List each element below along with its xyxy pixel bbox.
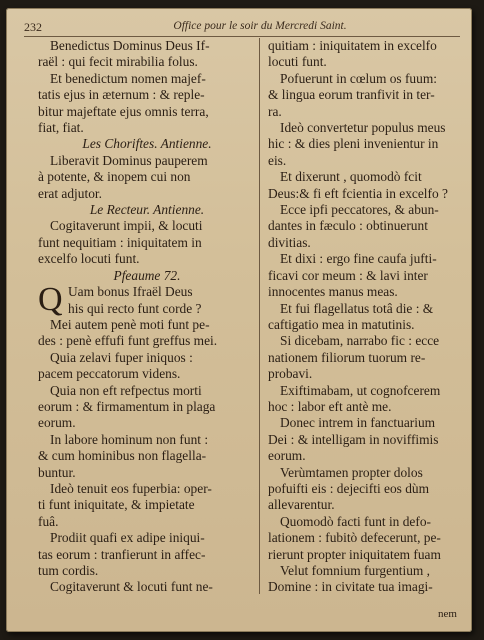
text-line: excelfo locuti funt.: [38, 251, 140, 267]
text-line: Et dixi : ergo fine caufa jufti-: [280, 251, 437, 267]
text-line: Et benedictum nomen majef-: [50, 70, 206, 86]
text-line: eorum : & firmamentum in plaga: [38, 398, 216, 414]
text-line: lationem : fubitò defecerunt, pe-: [268, 530, 441, 546]
rubric-line: Pfeaume 72.: [113, 267, 181, 283]
text-line: ficavi cor meum : & lavi inter: [268, 267, 428, 283]
text-line: Benedictus Dominus Deus If-: [50, 38, 210, 53]
running-title: Office pour le soir du Mercredi Saint.: [173, 20, 347, 32]
left-column: [38, 38, 256, 596]
text-line: eorum.: [38, 415, 76, 431]
text-line: Mei autem penè moti funt pe-: [50, 316, 210, 332]
text-line: hoc : labor eft antè me.: [268, 398, 392, 414]
text-line: Ideò convertetur populus meus: [280, 120, 446, 136]
text-line: Ecce ipfi peccatores, & abun-: [280, 202, 439, 218]
column-divider: [259, 38, 260, 594]
text-line: pacem peccatorum videns.: [38, 366, 181, 382]
text-line: allevarentur.: [268, 497, 335, 513]
text-line: In labore hominum non funt :: [50, 431, 209, 447]
text-line: caftigatio mea in matutinis.: [268, 316, 415, 332]
text-line: fuâ.: [38, 513, 59, 529]
text-line: Prodiit quafi ex adipe iniqui-: [50, 530, 205, 546]
text-line: his qui recto funt corde ?: [68, 300, 202, 316]
text-line: Liberavit Dominus pauperem: [50, 152, 208, 168]
text-line: eis.: [268, 152, 287, 168]
text-line: ra.: [268, 103, 282, 119]
text-line: raël : qui fecit mirabilia folus.: [38, 54, 198, 70]
page-number: 232: [24, 20, 42, 34]
text-line: probavi.: [268, 366, 313, 382]
text-line: nationem filiorum tuorum re-: [268, 349, 426, 365]
text-line: Dei : & intelligam in noviffimis: [268, 431, 439, 447]
text-line: tas eorum : tranfierunt in affec-: [38, 546, 206, 562]
text-line: Si dicebam, narrabo fic : ecce: [280, 333, 440, 349]
text-line: ti funt iniquitate, & impietate: [38, 497, 195, 513]
rubric-line: Les Choriftes. Antienne.: [82, 136, 212, 152]
text-line: tum cordis.: [38, 563, 99, 578]
text-line: à potente, & inopem cui non: [38, 169, 191, 185]
right-column: [268, 38, 464, 596]
book-page: [6, 8, 472, 632]
text-line: Ideò tenuit eos fuperbia: oper-: [50, 480, 212, 496]
text-line: pofuifti eis : dejecifti eos dùm: [268, 480, 430, 496]
text-line: Quia zelavi fuper iniquos :: [50, 349, 193, 365]
text-line: quitiam : iniquitatem in excelfo: [268, 38, 437, 53]
page-header: [20, 20, 460, 36]
text-line: locuti funt.: [268, 54, 327, 70]
catchword: nem: [438, 608, 457, 620]
text-line: bitur majeftate ejus omnis terra,: [38, 103, 209, 119]
text-line: Pofuerunt in cœlum os fuum:: [280, 70, 437, 86]
text-line: Quomodò facti funt in defo-: [280, 513, 431, 529]
text-line: divitias.: [268, 234, 311, 250]
text-line: buntur.: [38, 464, 76, 480]
header-rule: [24, 36, 460, 37]
text-line: innocentes manus meas.: [268, 284, 398, 300]
text-line: Cogitaverunt impii, & locuti: [50, 218, 203, 234]
text-line: funt nequitiam : iniquitatem in: [38, 234, 202, 250]
text-line: Et fui flagellatus totâ die : &: [280, 300, 434, 316]
text-line: eorum.: [268, 448, 306, 464]
text-line: Quia non eft refpectus morti: [50, 382, 202, 398]
text-line: Cogitaverunt & locuti funt ne-: [50, 579, 213, 595]
text-line: & lingua eorum tranfivit in ter-: [268, 87, 435, 103]
text-line: Uam bonus Ifraël Deus: [68, 284, 193, 300]
text-line: des : penè effufi funt greffus mei.: [38, 333, 218, 349]
text-line: dantes in fæculo : obtinuerunt: [268, 218, 428, 234]
text-line: Domine : in civitate tua imagi-: [268, 579, 433, 595]
text-line: Exiftimabam, ut cognofcerem: [280, 382, 441, 398]
drop-cap-letter: Q: [38, 281, 63, 318]
text-line: fiat, fiat.: [38, 120, 84, 136]
text-line: rierunt propter iniquitatem fuam: [268, 546, 441, 562]
text-line: Et dixerunt , quomodò fcit: [280, 169, 422, 185]
text-line: & cum hominibus non flagella-: [38, 448, 207, 464]
text-line: tatis ejus in æternum : & reple-: [38, 87, 205, 103]
text-line: Donec intrem in fanctuarium: [280, 415, 436, 431]
text-line: erat adjutor.: [38, 185, 102, 201]
text-line: Deus:& fi eft fcientia in excelfo ?: [268, 185, 448, 201]
rubric-line: Le Recteur. Antienne.: [89, 202, 205, 218]
text-line: Verùmtamen propter dolos: [280, 464, 423, 480]
text-line: hic : & dies pleni invenientur in: [268, 136, 439, 152]
text-line: Velut fomnium furgentium ,: [280, 563, 431, 578]
